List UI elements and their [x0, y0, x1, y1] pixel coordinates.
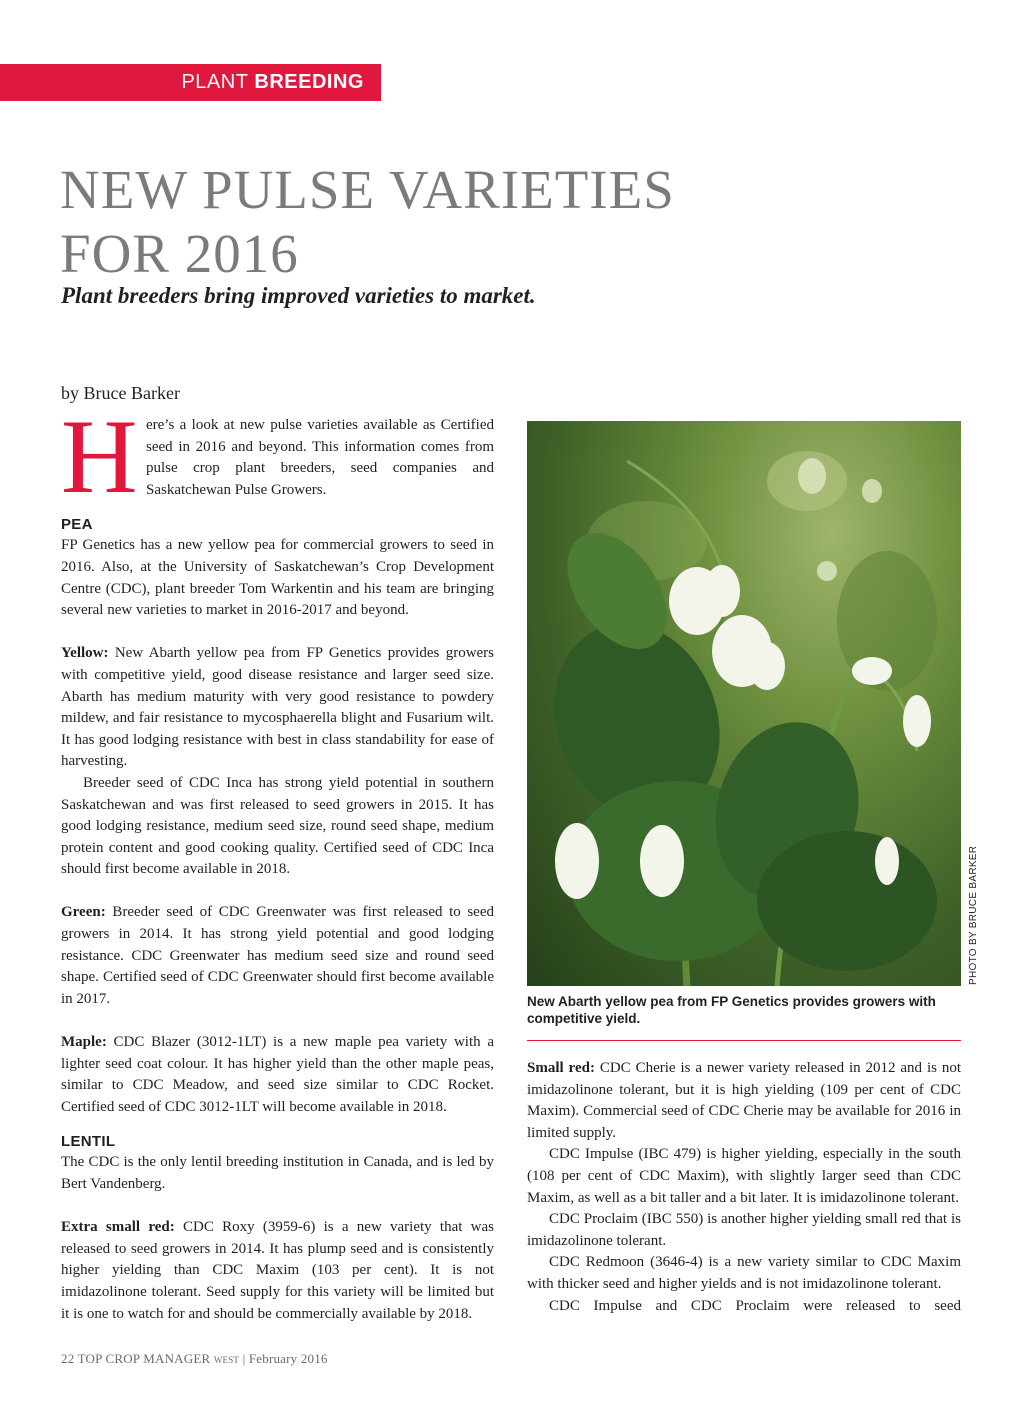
pea-plant-illustration	[527, 421, 961, 986]
impulse-paragraph: CDC Impulse (IBC 479) is higher yielding, especially in the south (108 per cent of CDC Maxim), with slightly larger seed than CDC Maxim, as well as a bit taller and a bit later. It is imidazolinone tolerant.	[527, 1146, 961, 1206]
footer-separator: |	[242, 1351, 246, 1366]
small-red-label: Small red:	[527, 1060, 595, 1076]
article-subtitle: Plant breeders bring improved varieties to market.	[61, 283, 536, 308]
yellow-text: New Abarth yellow pea from FP Genetics provides growers with competitive yield, good disease resistance and larger seed size. Abarth has medium maturity with very good resistance to powdery mildew, and fair resistance to mycosphaerella blight and Fusarium wilt. It has good lodging resistance with best in class standability for ease of harvesting.	[61, 645, 495, 770]
yellow-paragraph	[61, 643, 494, 773]
small-red-text: CDC Cherie is a newer variety released in 2012 and is not imidazolinone tolerant, but it is high yielding (109 per cent of CDC Maxim). Commercial seed of CDC Cherie may be available for 2016 in limited supply.	[527, 1060, 962, 1141]
extra-small-red-text: CDC Roxy (3959-6) is a new variety that was released to seed growers in 2014. It has plump seed and is consistently higher yielding than CDC Maxim (103 per cent). It is not imidazolinone tolerant. Seed supply for this variety will be limited but it is one to watch for and should be commercially available by 2018.	[61, 1219, 495, 1322]
photo-caption: New Abarth yellow pea from FP Genetics provides growers with competitive yield.	[527, 994, 936, 1026]
byline: by Bruce Barker	[61, 383, 180, 403]
extra-small-red-label: Extra small red:	[61, 1219, 175, 1236]
issue-date: February 2016	[248, 1351, 328, 1366]
green-text: Breeder seed of CDC Greenwater was first released to seed growers in 2014. It has strong yield potential and good lodging resistance. CDC Greenwater has medium seed size and round seed shape. Certified seed of CDC Greenwater should first become available in 2017.	[61, 904, 494, 1007]
pea-intro: FP Genetics has a new yellow pea for commercial growers to seed in 2016. Also, at the University of Saskatchewan’s Crop Development Centre (CDC), plant breeder Tom Warkentin and his team are bringing several new varieties to market in 2016-2017 and beyond.	[61, 537, 494, 619]
left-column	[61, 398, 495, 1325]
final-paragraph: CDC Impulse and CDC Proclaim were released to seed	[549, 1297, 961, 1314]
green-label: Green:	[61, 904, 106, 921]
maple-label: Maple:	[61, 1034, 107, 1051]
title-line-2: FOR 2016	[60, 223, 299, 284]
maple-paragraph	[61, 1032, 494, 1118]
extra-small-red-paragraph	[61, 1217, 494, 1325]
article-title	[60, 158, 675, 286]
maple-text: CDC Blazer (3012-1LT) is a new maple pea variety with a lighter seed coat colour. It has higher yield than the other maple peas, similar to CDC Meadow, and seed size similar to CDC Rocket. Certified seed of CDC 3012-1LT will become available in 2018.	[61, 1034, 494, 1115]
magazine-edition: WEST	[213, 1355, 240, 1365]
lead-text: ere’s a look at new pulse varieties available as Certified seed in 2016 and beyond. This information comes from pulse crop plant breeders, seed companies and Saskatchewan Pulse Growers.	[146, 417, 494, 498]
heading-pea: PEA	[61, 516, 93, 534]
right-column	[527, 1058, 961, 1317]
lead-paragraph	[61, 398, 494, 515]
page-footer	[61, 1351, 328, 1367]
drop-cap: H	[61, 398, 138, 515]
inca-paragraph: Breeder seed of CDC Inca has strong yield potential in southern Saskatchewan and was first released to seed growers in 2015. It has good lodging resistance, medium seed size, round seed shape, medium protein content and good cooking quality. Certified seed of CDC Inca should first become available in 2018.	[61, 774, 494, 878]
small-red-paragraph	[527, 1058, 961, 1144]
title-line-1: NEW PULSE VARIETIES	[60, 159, 675, 220]
page-number: 22	[61, 1351, 75, 1366]
lentil-intro: The CDC is the only lentil breeding institution in Canada, and is led by Bert Vandenberg.	[61, 1154, 494, 1192]
redmoon-paragraph: CDC Redmoon (3646-4) is a new variety similar to CDC Maxim with thicker seed and higher yields and is not imidazolinone tolerant.	[527, 1254, 961, 1292]
magazine-name: TOP CROP MANAGER	[77, 1351, 211, 1366]
photo-credit: PHOTO BY BRUCE BARKER	[968, 845, 979, 985]
section-tag-light: PLANT	[181, 71, 249, 93]
caption-divider	[527, 1040, 961, 1041]
green-paragraph	[61, 902, 494, 1010]
section-tag	[0, 64, 381, 101]
proclaim-paragraph: CDC Proclaim (IBC 550) is another higher yielding small red that is imidazolinone tolerant.	[527, 1211, 961, 1249]
yellow-label: Yellow:	[61, 645, 109, 662]
pea-plant-photo	[527, 421, 961, 986]
section-tag-bold: BREEDING	[254, 71, 364, 93]
heading-lentil: LENTIL	[61, 1133, 116, 1151]
